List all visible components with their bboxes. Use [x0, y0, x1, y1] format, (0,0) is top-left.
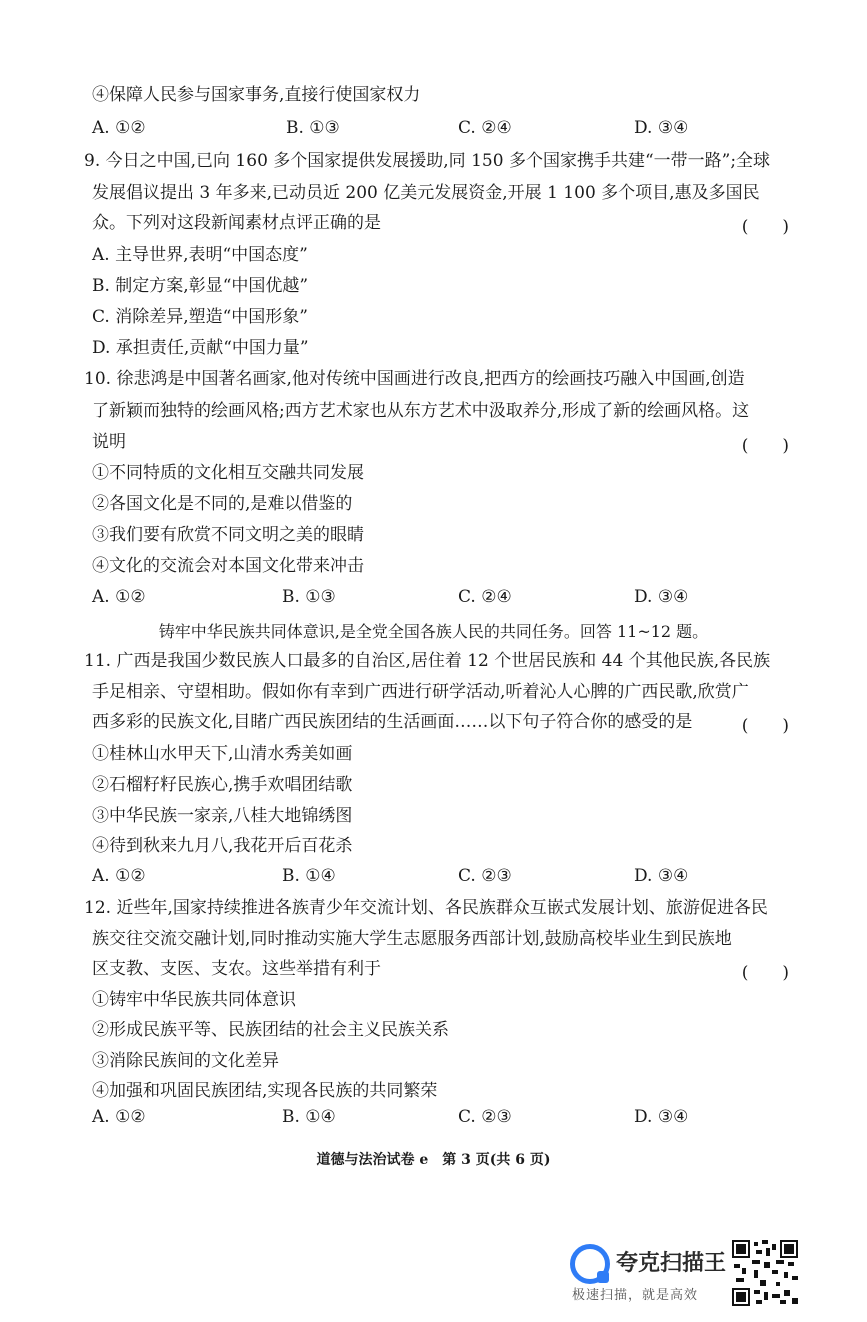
q12-answer-paren: ( ) [741, 963, 789, 983]
q10-item-4: ④文化的交流会对本国文化带来冲击 [92, 556, 364, 576]
q12-option-c: C. ②③ [458, 1107, 512, 1127]
q11-option-d: D. ③④ [634, 866, 689, 886]
q9-choice-a: A. 主导世界,表明“中国态度” [92, 245, 308, 265]
q8-item-4: ④保障人民参与国家事务,直接行使国家权力 [92, 85, 421, 105]
q11-item-2: ②石榴籽籽民族心,携手欢唱团结歌 [92, 775, 353, 795]
q8-options [92, 118, 772, 140]
q11-item-3: ③中华民族一家亲,八桂大地锦绣图 [92, 806, 353, 826]
q11-stem-line-1: 11. 广西是我国少数民族人口最多的自治区,居住着 12 个世居民族和 44 个其他民族,各民族 [84, 651, 771, 671]
q9-stem-line-1: 9. 今日之中国,已向 160 多个国家提供发展援助,同 150 多个国家携手共建“一带一路”;全球 [84, 151, 771, 171]
q10-options [92, 587, 772, 609]
q12-options [92, 1107, 772, 1129]
q9-stem-line-2: 发展倡议提出 3 年多来,已动员近 200 亿美元发展资金,开展 1 100 多个项目,惠及多国民 [92, 183, 760, 203]
q12-option-d: D. ③④ [634, 1107, 689, 1127]
q10-option-a: A. ①② [92, 587, 146, 607]
q8-option-c: C. ②④ [458, 118, 512, 138]
q11-answer-paren: ( ) [741, 716, 789, 736]
q8-option-a: A. ①② [92, 118, 146, 138]
q10-item-3: ③我们要有欣赏不同文明之美的眼睛 [92, 525, 364, 545]
q12-stem-line-2: 族交往交流交融计划,同时推动实施大学生志愿服务西部计划,鼓励高校毕业生到民族地 [92, 929, 732, 949]
q10-stem-line-2: 了新颖而独特的绘画风格;西方艺术家也从东方艺术中汲取养分,形成了新的绘画风格。这 [92, 401, 750, 421]
section-intro: 铸牢中华民族共同体意识,是全党全国各族人民的共同任务。回答 11~12 题。 [158, 622, 709, 641]
q11-option-a: A. ①② [92, 866, 146, 886]
q11-item-4: ④待到秋来九月八,我花开后百花杀 [92, 836, 353, 856]
q11-option-b: B. ①④ [282, 866, 336, 886]
scanner-logo-icon [570, 1244, 610, 1284]
q9-choice-c: C. 消除差异,塑造“中国形象” [92, 307, 308, 327]
q12-item-4: ④加强和巩固民族团结,实现各民族的共同繁荣 [92, 1081, 438, 1101]
watermark-title: 夸克扫描王 [616, 1251, 727, 1276]
q11-option-c: C. ②③ [458, 866, 512, 886]
q11-stem-line-2: 手足相亲、守望相助。假如你有幸到广西进行研学活动,听着沁人心脾的广西民歌,欣赏广 [92, 682, 749, 702]
q10-stem-line-3: 说明 [92, 432, 126, 452]
q12-item-3: ③消除民族间的文化差异 [92, 1051, 279, 1071]
q9-choice-b: B. 制定方案,彰显“中国优越” [92, 276, 309, 296]
q12-stem-line-1: 12. 近些年,国家持续推进各族青少年交流计划、各民族群众互嵌式发展计划、旅游促进各民 [84, 898, 768, 918]
q9-choice-d: D. 承担责任,贡献“中国力量” [92, 338, 309, 358]
scanner-watermark [570, 1240, 850, 1310]
q10-option-c: C. ②④ [458, 587, 512, 607]
q11-stem-line-3: 西多彩的民族文化,目睹广西民族团结的生活画面……以下句子符合你的感受的是 [92, 712, 693, 732]
q12-option-a: A. ①② [92, 1107, 146, 1127]
q9-stem-line-3: 众。下列对这段新闻素材点评正确的是 [92, 213, 381, 233]
q8-option-b: B. ①③ [286, 118, 340, 138]
q9-answer-paren: ( ) [741, 217, 789, 237]
q10-option-d: D. ③④ [634, 587, 689, 607]
watermark-slogan: 极速扫描，就是高效 [572, 1288, 699, 1303]
q10-option-b: B. ①③ [282, 587, 336, 607]
q11-options [92, 866, 772, 888]
q12-item-1: ①铸牢中华民族共同体意识 [92, 990, 296, 1010]
q8-option-d: D. ③④ [634, 118, 689, 138]
q12-stem-line-3: 区支教、支医、支农。这些举措有利于 [92, 959, 381, 979]
q11-item-1: ①桂林山水甲天下,山清水秀美如画 [92, 744, 353, 764]
q10-item-1: ①不同特质的文化相互交融共同发展 [92, 463, 364, 483]
qr-code-icon [732, 1240, 798, 1306]
q10-item-2: ②各国文化是不同的,是难以借鉴的 [92, 494, 353, 514]
q12-option-b: B. ①④ [282, 1107, 336, 1127]
q10-stem-line-1: 10. 徐悲鸿是中国著名画家,他对传统中国画进行改良,把西方的绘画技巧融入中国画,创造 [84, 369, 745, 389]
q12-item-2: ②形成民族平等、民族团结的社会主义民族关系 [92, 1020, 449, 1040]
page-footer: 道德与法治试卷 e 第 3 页(共 6 页) [316, 1152, 551, 1168]
q10-answer-paren: ( ) [741, 436, 789, 456]
